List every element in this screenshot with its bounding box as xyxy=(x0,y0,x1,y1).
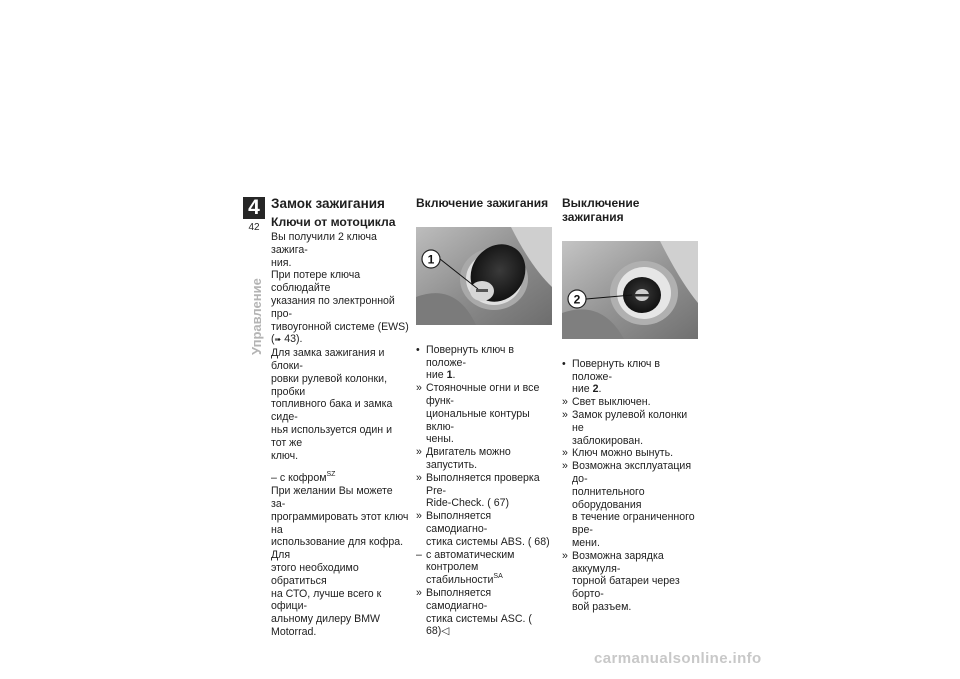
photo-callout-1: 1 xyxy=(427,252,435,267)
section-title-ignition-on: Включение зажигания xyxy=(416,196,549,210)
list-item: • Повернуть ключ в положе- ние 2. xyxy=(562,357,660,396)
ignition-on-steps xyxy=(416,344,554,638)
list-item: » Выполняется самодиагно- стика системы ASC. ( 68)◁ xyxy=(416,586,532,638)
page-number: 42 xyxy=(248,222,260,233)
subsection-title: Ключи от мотоцикла xyxy=(271,215,396,229)
list-item: » Ключ можно вынуть. xyxy=(562,447,674,460)
list-item: » Возможна зарядка аккумуля- торной батареи через борто- вой разъем. xyxy=(562,549,680,613)
paragraph-topcase: При желании Вы можете за- программировать этот ключ на использование для кофра. Для этого необходимо обратиться на СТО, лучше всего к офици- альному дилеру BMW Motorrad. xyxy=(271,485,409,638)
column-ignition-lock xyxy=(271,196,409,639)
photo-callout-2: 2 xyxy=(573,292,581,307)
section-title: Замок зажигания xyxy=(271,196,385,211)
ignition-off-steps xyxy=(562,358,700,614)
option-topcase-label: – с кофром$^{SZ}$ xyxy=(271,471,336,485)
column-ignition-on xyxy=(416,196,554,638)
list-item: • Повернуть ключ в положе- ние 1. xyxy=(416,343,514,382)
list-item: » Выполняется проверка Pre- Ride-Check. ( 67) xyxy=(416,471,540,510)
watermark: carmanualsonline.info xyxy=(594,650,762,667)
list-item: » Возможна эксплуатация до- полнительного оборудования в течение ограниченного вре- мени. xyxy=(562,460,695,549)
paragraph-keys: Вы получили 2 ключа зажига- ния. При потере ключа соблюдайте указания по электронной про- тивоугонной системе (EWS) (➠ 43). Для замка зажигания и блоки- ровки рулевой колонки, пробки топливного бака и замка сиде- нья используется один и тот же ключ. xyxy=(271,231,409,462)
list-item: – с автоматическим контролем стабильности$^{SA}$ xyxy=(416,548,515,587)
list-item: » Свет выключен. xyxy=(562,396,651,409)
list-item: » Стояночные огни и все функ- циональные контуры вклю- чены. xyxy=(416,382,540,446)
chapter-number-tab: 4 xyxy=(243,197,265,219)
section-title-ignition-off: Выключение зажигания xyxy=(562,196,640,224)
page-ref-arrow-icon: ➠ xyxy=(274,335,282,345)
ignition-on-photo xyxy=(416,227,552,325)
chapter-side-label: Управление xyxy=(249,278,264,355)
list-item: » Замок рулевой колонки не заблокирован. xyxy=(562,408,688,447)
column-ignition-off xyxy=(562,196,700,614)
list-item: » Двигатель можно запустить. xyxy=(416,446,511,471)
ignition-off-photo xyxy=(562,241,698,339)
list-item: » Выполняется самодиагно- стика системы ABS. ( 68) xyxy=(416,510,550,548)
